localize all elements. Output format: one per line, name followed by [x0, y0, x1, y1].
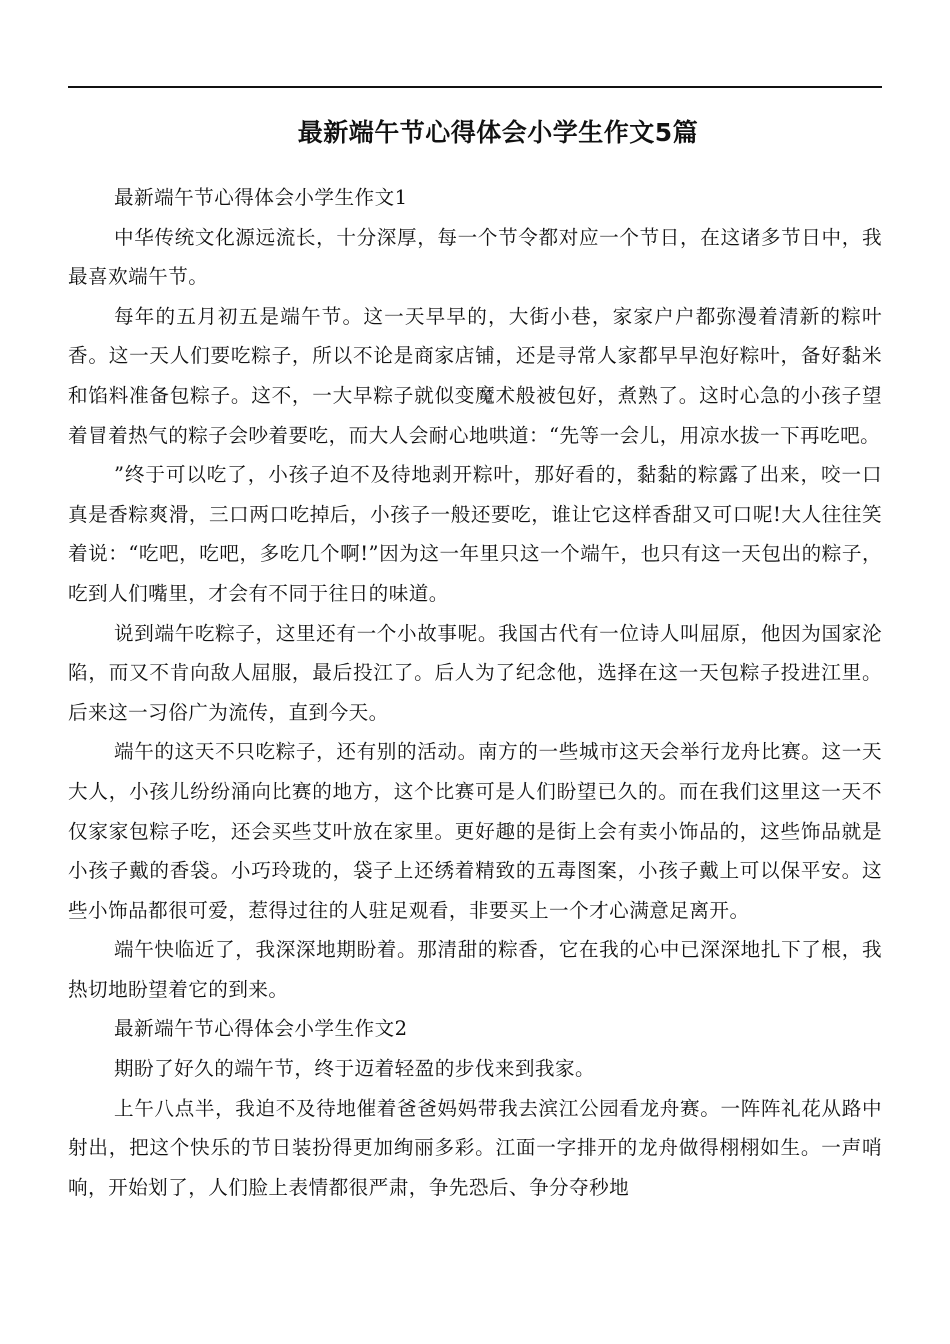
- essay-heading-2: 最新端午节心得体会小学生作文2: [114, 1017, 408, 1041]
- paragraph: 期盼了好久的端午节，终于迈着轻盈的步伐来到我家。: [114, 1057, 596, 1081]
- paragraph: 每年的五月初五是端午节。这一天早早的，大街小巷，家家户户都弥漫着清新的粽叶香。这一天人们要吃粽子，所以不论是商家店铺，还是寻常人家都早早泡好粽叶，备好黏米和馅料准备包粽子。这不，一大早粽子就似变魔术般被包好，煮熟了。这时心急的小孩子望着冒着热气的粽子会吵着要吃，而大人会耐心地哄道：“先等一会儿，用凉水拔一下再吃吧。: [68, 304, 882, 447]
- paragraph: 中华传统文化源远流长，十分深厚，每一个节令都对应一个节日，在这诸多节日中，我最喜欢端午节。: [68, 225, 882, 289]
- paragraph: 端午的这天不只吃粽子，还有别的活动。南方的一些城市这天会举行龙舟比赛。这一天大人，小孩儿纷纷涌向比赛的地方，这个比赛可是人们盼望已久的。而在我们这里这一天不仅家家包粽子吃，还会买些艾叶放在家里。更好趣的是街上会有卖小饰品的，这些饰品就是小孩子戴的香袋。小巧玲珑的，袋子上还绣着精致的五毒图案，小孩子戴上可以保平安。这些小饰品都很可爱，惹得过往的人驻足观看，非要买上一个才心满意足离开。: [68, 740, 882, 922]
- header-rule: [68, 86, 882, 88]
- essay-heading-1: 最新端午节心得体会小学生作文1: [114, 186, 408, 209]
- paragraph: ”终于可以吃了，小孩子迫不及待地剥开粽叶，那好看的，黏黏的粽露了出来，咬一口真是香粽爽滑，三口两口吃掉后，小孩子一般还要吃，谁让它这样香甜又可口呢!大人往往笑着说：“吃吧，吃吧，多吃几个啊!”因为这一年里只这一个端午，也只有这一天包出的粽子，吃到人们嘴里，才会有不同于往日的味道。: [68, 463, 882, 605]
- paragraph: 上午八点半，我迫不及待地催着爸爸妈妈带我去滨江公园看龙舟赛。一阵阵礼花从路中射出，把这个快乐的节日装扮得更加绚丽多彩。江面一字排开的龙舟做得栩栩如生。一声哨响，开始划了，人们脸上表情都很严肃，争先恐后、争分夺秒地: [68, 1096, 882, 1199]
- document-title: 最新端午节心得体会小学生作文5篇: [297, 117, 699, 147]
- paragraph: 端午快临近了，我深深地期盼着。那清甜的粽香，它在我的心中已深深地扎下了根，我热切地盼望着它的到来。: [68, 938, 882, 1001]
- paragraph: 说到端午吃粽子，这里还有一个小故事呢。我国古代有一位诗人叫屈原，他因为国家沦陷，而又不肯向敌人屈服，最后投江了。后人为了纪念他，选择在这一天包粽子投进江里。后来这一习俗广为流传，直到今天。: [68, 621, 882, 724]
- document-body: [68, 178, 882, 1207]
